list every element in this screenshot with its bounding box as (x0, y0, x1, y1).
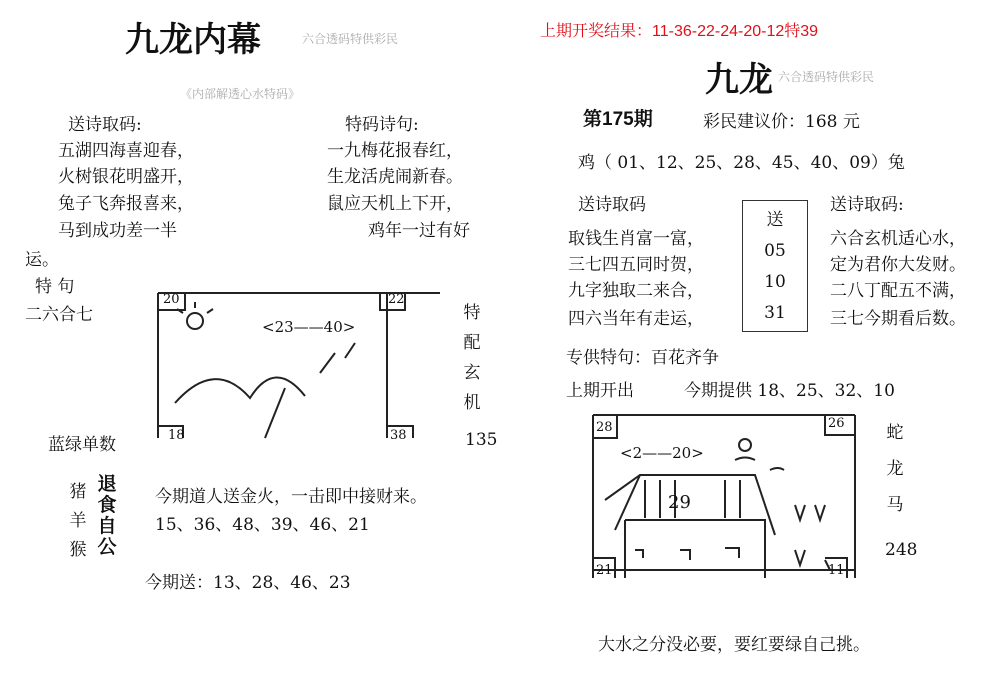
right-side-chars: 蛇 龙 马 (886, 423, 904, 515)
lanlv: 蓝绿单数 (48, 435, 116, 455)
right-title: 九龙 (705, 60, 773, 100)
last-result: 上期开奖结果：11-36-22-24-20-12特39 (540, 23, 819, 40)
num135: 135 (465, 430, 498, 450)
poem-label: 送诗取码: (68, 115, 142, 135)
right-sketch (585, 410, 865, 580)
pic-label: 29 (668, 492, 691, 513)
pic-label: 11 (828, 563, 845, 578)
poem-line: 四六当年有走运， (568, 309, 704, 329)
poem-line: 马到成功差一半 (58, 221, 177, 241)
pic-label: 18 (168, 428, 185, 443)
price: 彩民建议价：168 元 (703, 112, 860, 132)
te-line: 生龙活虎闹新春。 (327, 167, 463, 187)
poem-line: 三七四五同时贺， (568, 255, 704, 275)
poem-line: 取钱生肖富一富， (568, 229, 704, 249)
poem-line: 五湖四海喜迎春， (58, 141, 194, 161)
footer: 大水之分没必要，要红要绿自己挑。 (598, 635, 870, 655)
send-box: 送 05 10 31 (742, 200, 808, 332)
te-line: 一九梅花报春红， (327, 141, 463, 161)
left-subtitle: 《内部解透心水特码》 (180, 87, 301, 101)
te-line: 鼠应天机上下开， (327, 194, 463, 214)
teju: 二六合七 (25, 305, 93, 325)
pic-label: 22 (388, 292, 405, 307)
pic-label: <2——20> (620, 444, 704, 462)
zodiacs: 猪 羊 猴 (69, 482, 87, 560)
left-title: 九龙内幕 (125, 20, 261, 60)
poem2-line: 三七今期看后数。 (830, 309, 966, 329)
poem2-label: 送诗取码: (830, 195, 904, 215)
daoren: 今期道人送金火，一击即中接财来。 (155, 487, 427, 507)
side-chars: 特 配 玄 机 (463, 303, 481, 413)
poem-label: 送诗取码 (578, 195, 646, 215)
poem-line: 火树银花明盛开， (58, 167, 194, 187)
pic-label: 21 (596, 563, 613, 578)
num248: 248 (885, 540, 918, 560)
te-line: 鸡年一过有好 (368, 221, 470, 241)
nums: 15、36、48、39、46、21 (155, 515, 370, 535)
teju-label: 特 句 (35, 277, 75, 297)
left-sketch (155, 288, 445, 443)
ji-line: 鸡（ 01、12、25、28、45、40、09）兔 (578, 153, 905, 173)
special: 专供特句：百花齐争 (566, 348, 719, 368)
poem-line: 九字独取二来合， (568, 281, 704, 301)
pic-label: 28 (596, 420, 613, 435)
last-out: 上期开出 (566, 381, 634, 401)
right-title-sub: 六合透码特供彩民 (778, 70, 875, 84)
pic-label: 38 (390, 428, 407, 443)
tui-chars: 退 食 自 公 (97, 473, 117, 558)
left-title-sub: 六合透码特供彩民 (302, 32, 399, 46)
te-label: 特码诗句: (345, 115, 419, 135)
poem2-line: 定为君你大发财。 (830, 255, 966, 275)
send: 今期送：13、28、46、23 (145, 573, 351, 593)
issue: 第175期 (583, 109, 653, 130)
poem-line: 兔子飞奔报喜来， (58, 194, 194, 214)
provide: 今期提供 18、25、32、10 (684, 381, 895, 401)
pic-label: 26 (828, 416, 845, 431)
poem-tail: 运。 (25, 250, 59, 270)
pic-label: <23——40> (262, 318, 356, 336)
pic-label: 20 (163, 292, 180, 307)
poem2-line: 二八丁配五不满， (830, 281, 966, 301)
poem2-line: 六合玄机适心水， (830, 229, 966, 249)
